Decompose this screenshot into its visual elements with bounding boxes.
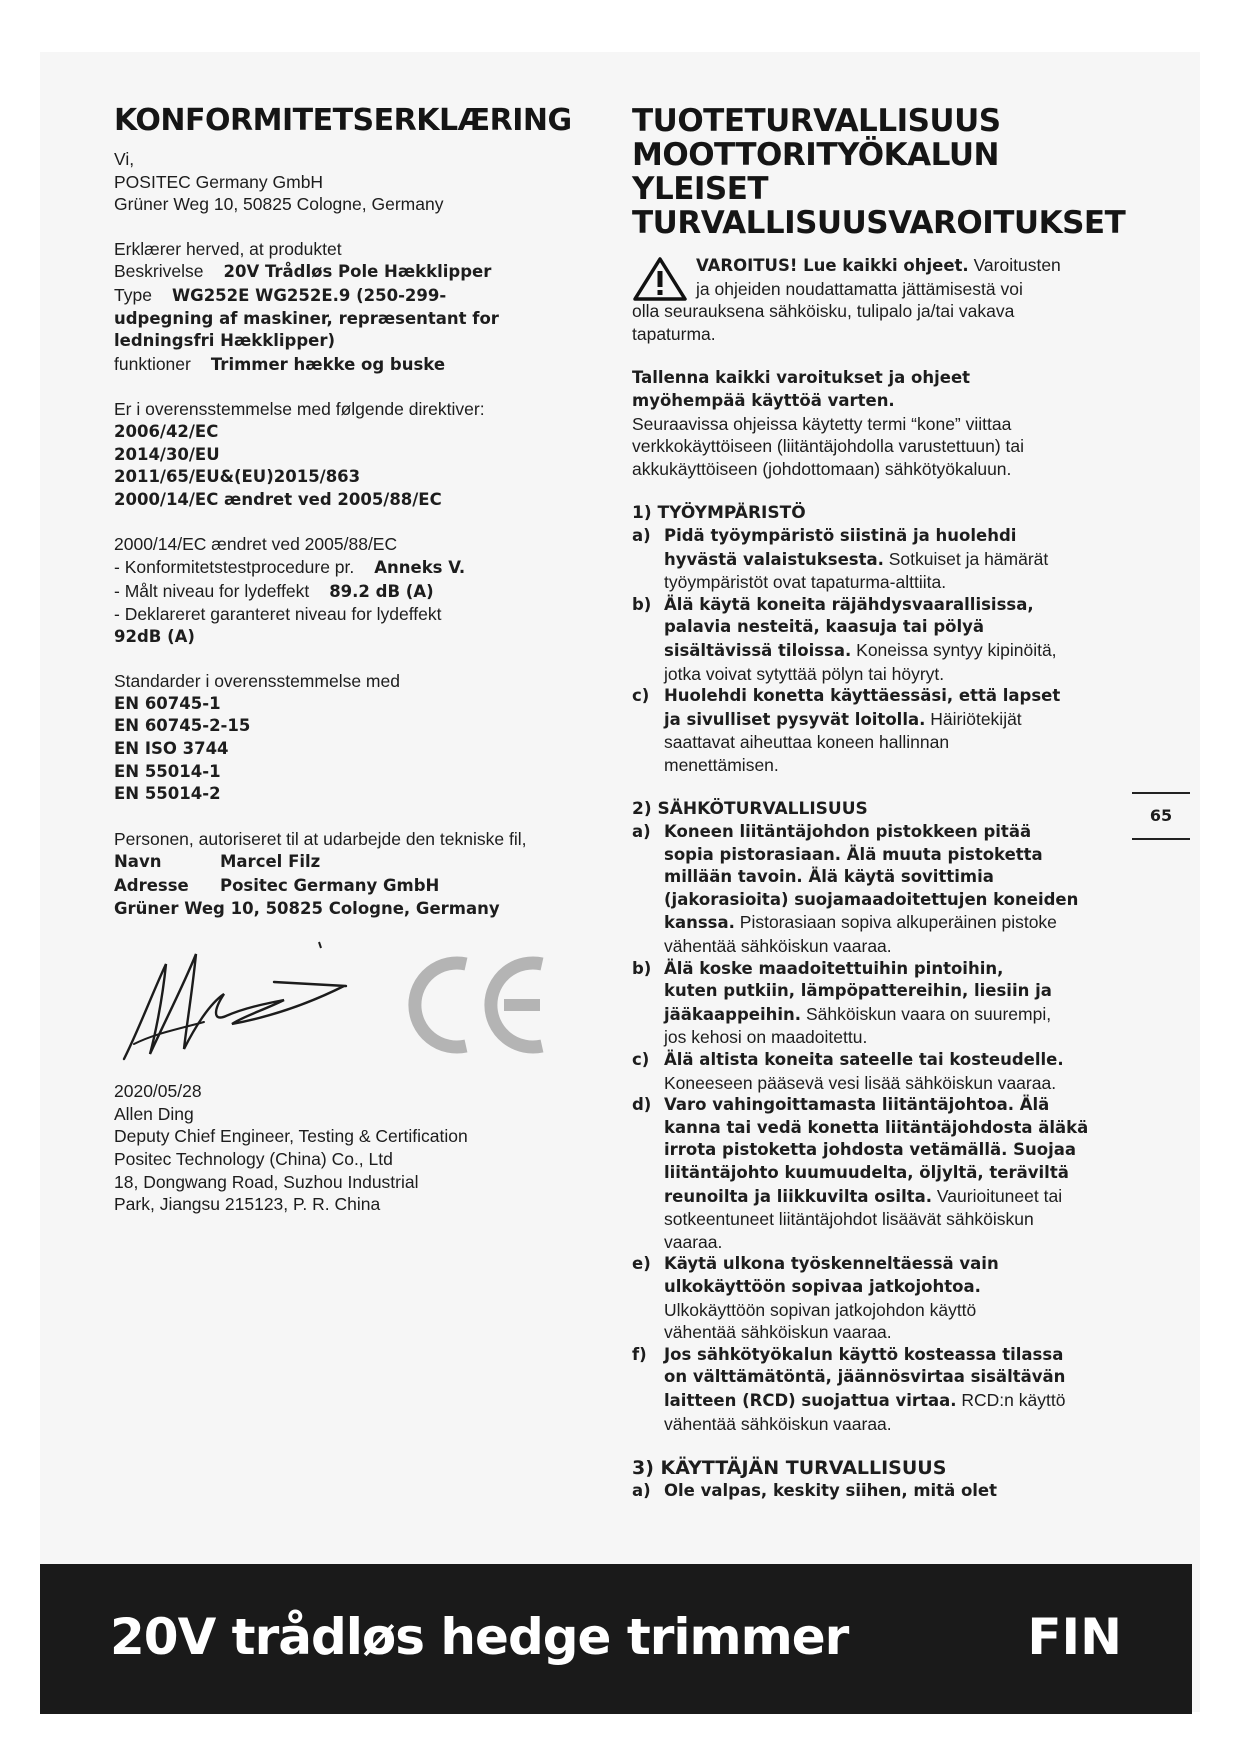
section-3-title: 3) KÄYTTÄJÄN TURVALLISUUS: [632, 1457, 947, 1480]
rule-1a: [632, 525, 1132, 594]
rule-text: työympäristöt ovat tapaturma-alttiita.: [664, 572, 947, 593]
name-value: Marcel Filz: [220, 852, 321, 872]
rule-text: jotka voivat sytyttää pölyn tai höyryt.: [664, 663, 945, 684]
rule-letter: e): [632, 1254, 651, 1274]
rule-bold: Pidä työympäristö siistinä ja huolehdi: [664, 525, 1017, 545]
intro-line: POSITEC Germany GmbH: [114, 171, 324, 192]
rule-letter: d): [632, 1095, 652, 1115]
address-label: Adresse: [114, 876, 189, 896]
rule-letter: c): [632, 1050, 650, 1069]
intro-line: Grüner Weg 10, 50825 Cologne, Germany: [114, 194, 444, 215]
signer-line: Positec Technology (China) Co., Ltd: [114, 1149, 393, 1169]
rule-text: menettämisen.: [664, 754, 779, 775]
rule-bold: ulkokäyttöön sopivaa jatkojohtoa.: [664, 1276, 981, 1296]
signer-line: Deputy Chief Engineer, Testing & Certification: [114, 1126, 468, 1147]
rule-bold: jääkaappeihin.: [664, 1004, 802, 1024]
address-row: [114, 874, 614, 898]
directive-item: 2006/42/EC: [114, 421, 219, 441]
rule-text: vähentää sähköiskun vaaraa.: [664, 1322, 892, 1343]
name-row: [114, 850, 614, 874]
rule-2d: [632, 1094, 1132, 1253]
safety-title-line: TUOTETURVALLISUUS: [632, 103, 1001, 139]
rule-bold: liitäntäjohto kuumuudelta, öljyltä, teräviltä: [664, 1162, 1069, 1182]
procedure-row: [114, 556, 614, 580]
rule-text: Ulkokäyttöön sopivan jatkojohdon käyttö: [664, 1299, 977, 1320]
rule-text: Koneissa syntyy kipinöitä,: [856, 639, 1057, 660]
description-label: Beskrivelse: [114, 261, 204, 282]
footer-language: FIN: [1027, 1608, 1122, 1666]
declaration-column: [114, 104, 614, 1216]
description-row: [114, 260, 614, 284]
rule-3a: [632, 1480, 1132, 1503]
rule-bold: sopia pistorasiaan. Älä muuta pistoketta: [664, 844, 1043, 864]
standard-item: EN ISO 3744: [114, 739, 229, 759]
rule-2b: [632, 958, 1132, 1049]
signer-line: 2020/05/28: [114, 1081, 202, 1102]
rule-text: Vaurioituneet tai: [936, 1185, 1063, 1206]
function-value: Trimmer hække og buske: [210, 354, 446, 374]
rule-bold: kanna tai vedä konetta liitäntäjohdosta äläkä: [664, 1117, 1089, 1137]
rule-text: Koneeseen pääsevä vesi lisää sähköiskun vaaraa.: [664, 1072, 1057, 1093]
intro-line: Vi,: [114, 149, 135, 169]
rule-letter: b): [632, 958, 652, 978]
type-row: [114, 284, 614, 308]
rule-bold: on välttämätöntä, jäännösvirtaa sisältävän: [664, 1367, 1066, 1387]
rule-bold: Koneen liitäntäjohdon pistokkeen pitää: [664, 822, 1032, 842]
rule-bold: Älä altista koneita sateelle tai kosteudelle.: [664, 1050, 1064, 1069]
signer-line: Allen Ding: [114, 1103, 194, 1124]
rule-bold: millään tavoin. Älä käytä sovittimia: [664, 867, 994, 887]
rule-text: vähentää sähköiskun vaaraa.: [664, 936, 892, 957]
directives-intro: Er i overensstemmelse med følgende direktiver:: [114, 399, 485, 420]
warning-text: tapaturma.: [632, 323, 716, 344]
rule-letter: a): [632, 525, 651, 545]
rule-text: saattavat aiheuttaa koneen hallinnan: [664, 732, 950, 753]
procedure-label: - Konformitetstestprocedure pr.: [114, 556, 355, 577]
address-line-2: Grüner Weg 10, 50825 Cologne, Germany: [114, 898, 500, 918]
rule-2a: [632, 821, 1132, 958]
signature-image: [114, 934, 374, 1074]
name-label: Navn: [114, 852, 162, 872]
standard-item: EN 60745-1: [114, 693, 221, 713]
type-value-line: ledningsfri Hækklipper): [114, 331, 336, 351]
rule-bold: palavia nesteitä, kaasuja tai pölyä: [664, 617, 985, 637]
standard-item: EN 60745-2-15: [114, 716, 251, 736]
measured-value: 89.2 dB (A): [329, 581, 434, 601]
warning-text: ja ohjeiden noudattamatta jättämisestä voi: [696, 278, 1023, 299]
signature-row: [114, 934, 614, 1074]
safety-title: [632, 104, 1132, 240]
signer-line: 18, Dongwang Road, Suzhou Industrial: [114, 1171, 419, 1192]
rule-text: Pistorasiaan sopiva alkuperäinen pistoke: [739, 912, 1057, 933]
rule-letter: a): [632, 822, 651, 842]
rule-bold: sisältävissä tiloissa.: [664, 640, 852, 660]
warning-block: [632, 254, 1132, 345]
rule-text: sotkeentuneet liitäntäjohdot lisäävät sähköiskun: [664, 1209, 1034, 1230]
rule-2e: [632, 1253, 1132, 1343]
term-definition: verkkokäyttöiseen (liitäntäjohdolla varustettuun) tai: [632, 436, 1025, 457]
safety-title-line: YLEISET: [632, 171, 769, 207]
noise-directive: 2000/14/EC ændret ved 2005/88/EC: [114, 534, 398, 555]
signer-line: Park, Jiangsu 215123, P. R. China: [114, 1194, 381, 1215]
rule-bold: Älä koske maadoitettuihin pintoihin,: [664, 958, 1004, 978]
term-definition: akkukäyttöiseen (johdottomaan) sähkötyökaluun.: [632, 458, 1012, 479]
rule-letter: a): [632, 1480, 651, 1500]
footer-title: 20V trådløs hedge trimmer: [110, 1608, 849, 1666]
rule-bold: Huolehdi konetta käyttäessäsi, että lapset: [664, 686, 1061, 706]
standard-item: EN 55014-2: [114, 784, 221, 804]
rule-text: vähentää sähköiskun vaaraa.: [664, 1413, 892, 1434]
rule-bold: Ole valpas, keskity siihen, mitä olet: [664, 1480, 998, 1500]
section-2-title: 2) SÄHKÖTURVALLISUUS: [632, 799, 868, 820]
directive-item: 2011/65/EU&(EU)2015/863: [114, 467, 361, 487]
person-intro: Personen, autoriseret til at udarbejde den tekniske fil,: [114, 828, 527, 849]
rule-letter: c): [632, 686, 650, 706]
rule-bold: irrota pistoketta johdosta vetämällä. Suojaa: [664, 1140, 1077, 1160]
declare-text: Erklærer herved, at produktet: [114, 238, 342, 259]
page-number: 65: [1132, 792, 1190, 840]
standard-item: EN 55014-1: [114, 761, 221, 781]
standards-intro: Standarder i overensstemmelse med: [114, 671, 400, 692]
ce-mark: [404, 946, 554, 1064]
rule-text: Sähköiskun vaara on suurempi,: [805, 1003, 1052, 1024]
type-label: Type: [114, 284, 152, 305]
guaranteed-label: - Deklareret garanteret niveau for lydeffekt: [114, 604, 442, 625]
rule-text: Sotkuiset ja hämärät: [888, 548, 1049, 569]
rule-bold: kanssa.: [664, 913, 735, 933]
rule-bold: (jakorasioita) suojamaadoitettujen koneiden: [664, 889, 1079, 909]
term-definition: Seuraavissa ohjeissa käytetty termi “kone” viittaa: [632, 413, 1012, 434]
procedure-value: Anneks V.: [374, 557, 466, 577]
rule-letter: b): [632, 594, 652, 614]
rule-bold: Jos sähkötyökalun käyttö kosteassa tilassa: [664, 1344, 1064, 1364]
warning-text: Varoitusten: [973, 255, 1061, 275]
warning-triangle-icon: [632, 256, 688, 302]
rule-letter: f): [632, 1344, 647, 1364]
footer-bar: [40, 1564, 1192, 1714]
warning-text: olla seurauksena sähköisku, tulipalo ja/tai vakava: [632, 301, 1015, 322]
description-value: 20V Trådløs Pole Hækklipper: [223, 262, 492, 282]
rule-2f: [632, 1344, 1132, 1435]
rule-text: vaaraa.: [664, 1231, 723, 1252]
measured-row: [114, 580, 614, 604]
rule-bold: laitteen (RCD) suojattua virtaa.: [664, 1390, 957, 1410]
type-value: WG252E WG252E.9 (250-299-: [171, 285, 447, 305]
declaration-title: KONFORMITETSERKLÆRING: [114, 103, 572, 138]
rule-1b: [632, 594, 1132, 685]
section-1-title: 1) TYÖYMPÄRISTÖ: [632, 503, 806, 524]
rule-bold: Älä käytä koneita räjähdysvaarallisissa,: [664, 594, 1034, 614]
function-row: [114, 353, 614, 377]
rule-text: Häiriötekijät: [930, 708, 1022, 729]
safety-title-line: MOOTTORITYÖKALUN: [632, 137, 999, 173]
save-instructions: Tallenna kaikki varoitukset ja ohjeet: [632, 368, 971, 388]
directive-item: 2014/30/EU: [114, 444, 220, 464]
rule-bold: reunoilta ja liikkuvilta osilta.: [664, 1186, 933, 1206]
address-value: Positec Germany GmbH: [220, 876, 440, 896]
warning-bold: VAROITUS! Lue kaikki ohjeet.: [696, 256, 969, 275]
measured-label: - Målt niveau for lydeffekt: [114, 580, 310, 601]
safety-column: [632, 104, 1132, 1502]
rule-bold: ja sivulliset pysyvät loitolla.: [664, 709, 926, 729]
rule-bold: Varo vahingoittamasta liitäntäjohtoa. Älä: [664, 1095, 1050, 1115]
type-value-line: udpegning af maskiner, repræsentant for: [114, 308, 499, 328]
guaranteed-value: 92dB (A): [114, 626, 195, 646]
rule-2c: [632, 1049, 1132, 1094]
rule-bold: kuten putkiin, lämpöpattereihin, liesiin ja: [664, 981, 1052, 1001]
rule-1c: [632, 685, 1132, 776]
directive-item: 2000/14/EC ændret ved 2005/88/EC: [114, 489, 442, 509]
save-instructions: myöhempää käyttöä varten.: [632, 390, 895, 410]
safety-title-line: TURVALLISUUSVAROITUKSET: [632, 205, 1126, 241]
rule-bold: hyvästä valaistuksesta.: [664, 549, 884, 569]
function-label: funktioner: [114, 353, 191, 374]
rule-text: RCD:n käyttö: [961, 1389, 1066, 1410]
rule-bold: Käytä ulkona työskenneltäessä vain: [664, 1254, 999, 1274]
rule-text: jos kehosi on maadoitettu.: [664, 1027, 868, 1048]
